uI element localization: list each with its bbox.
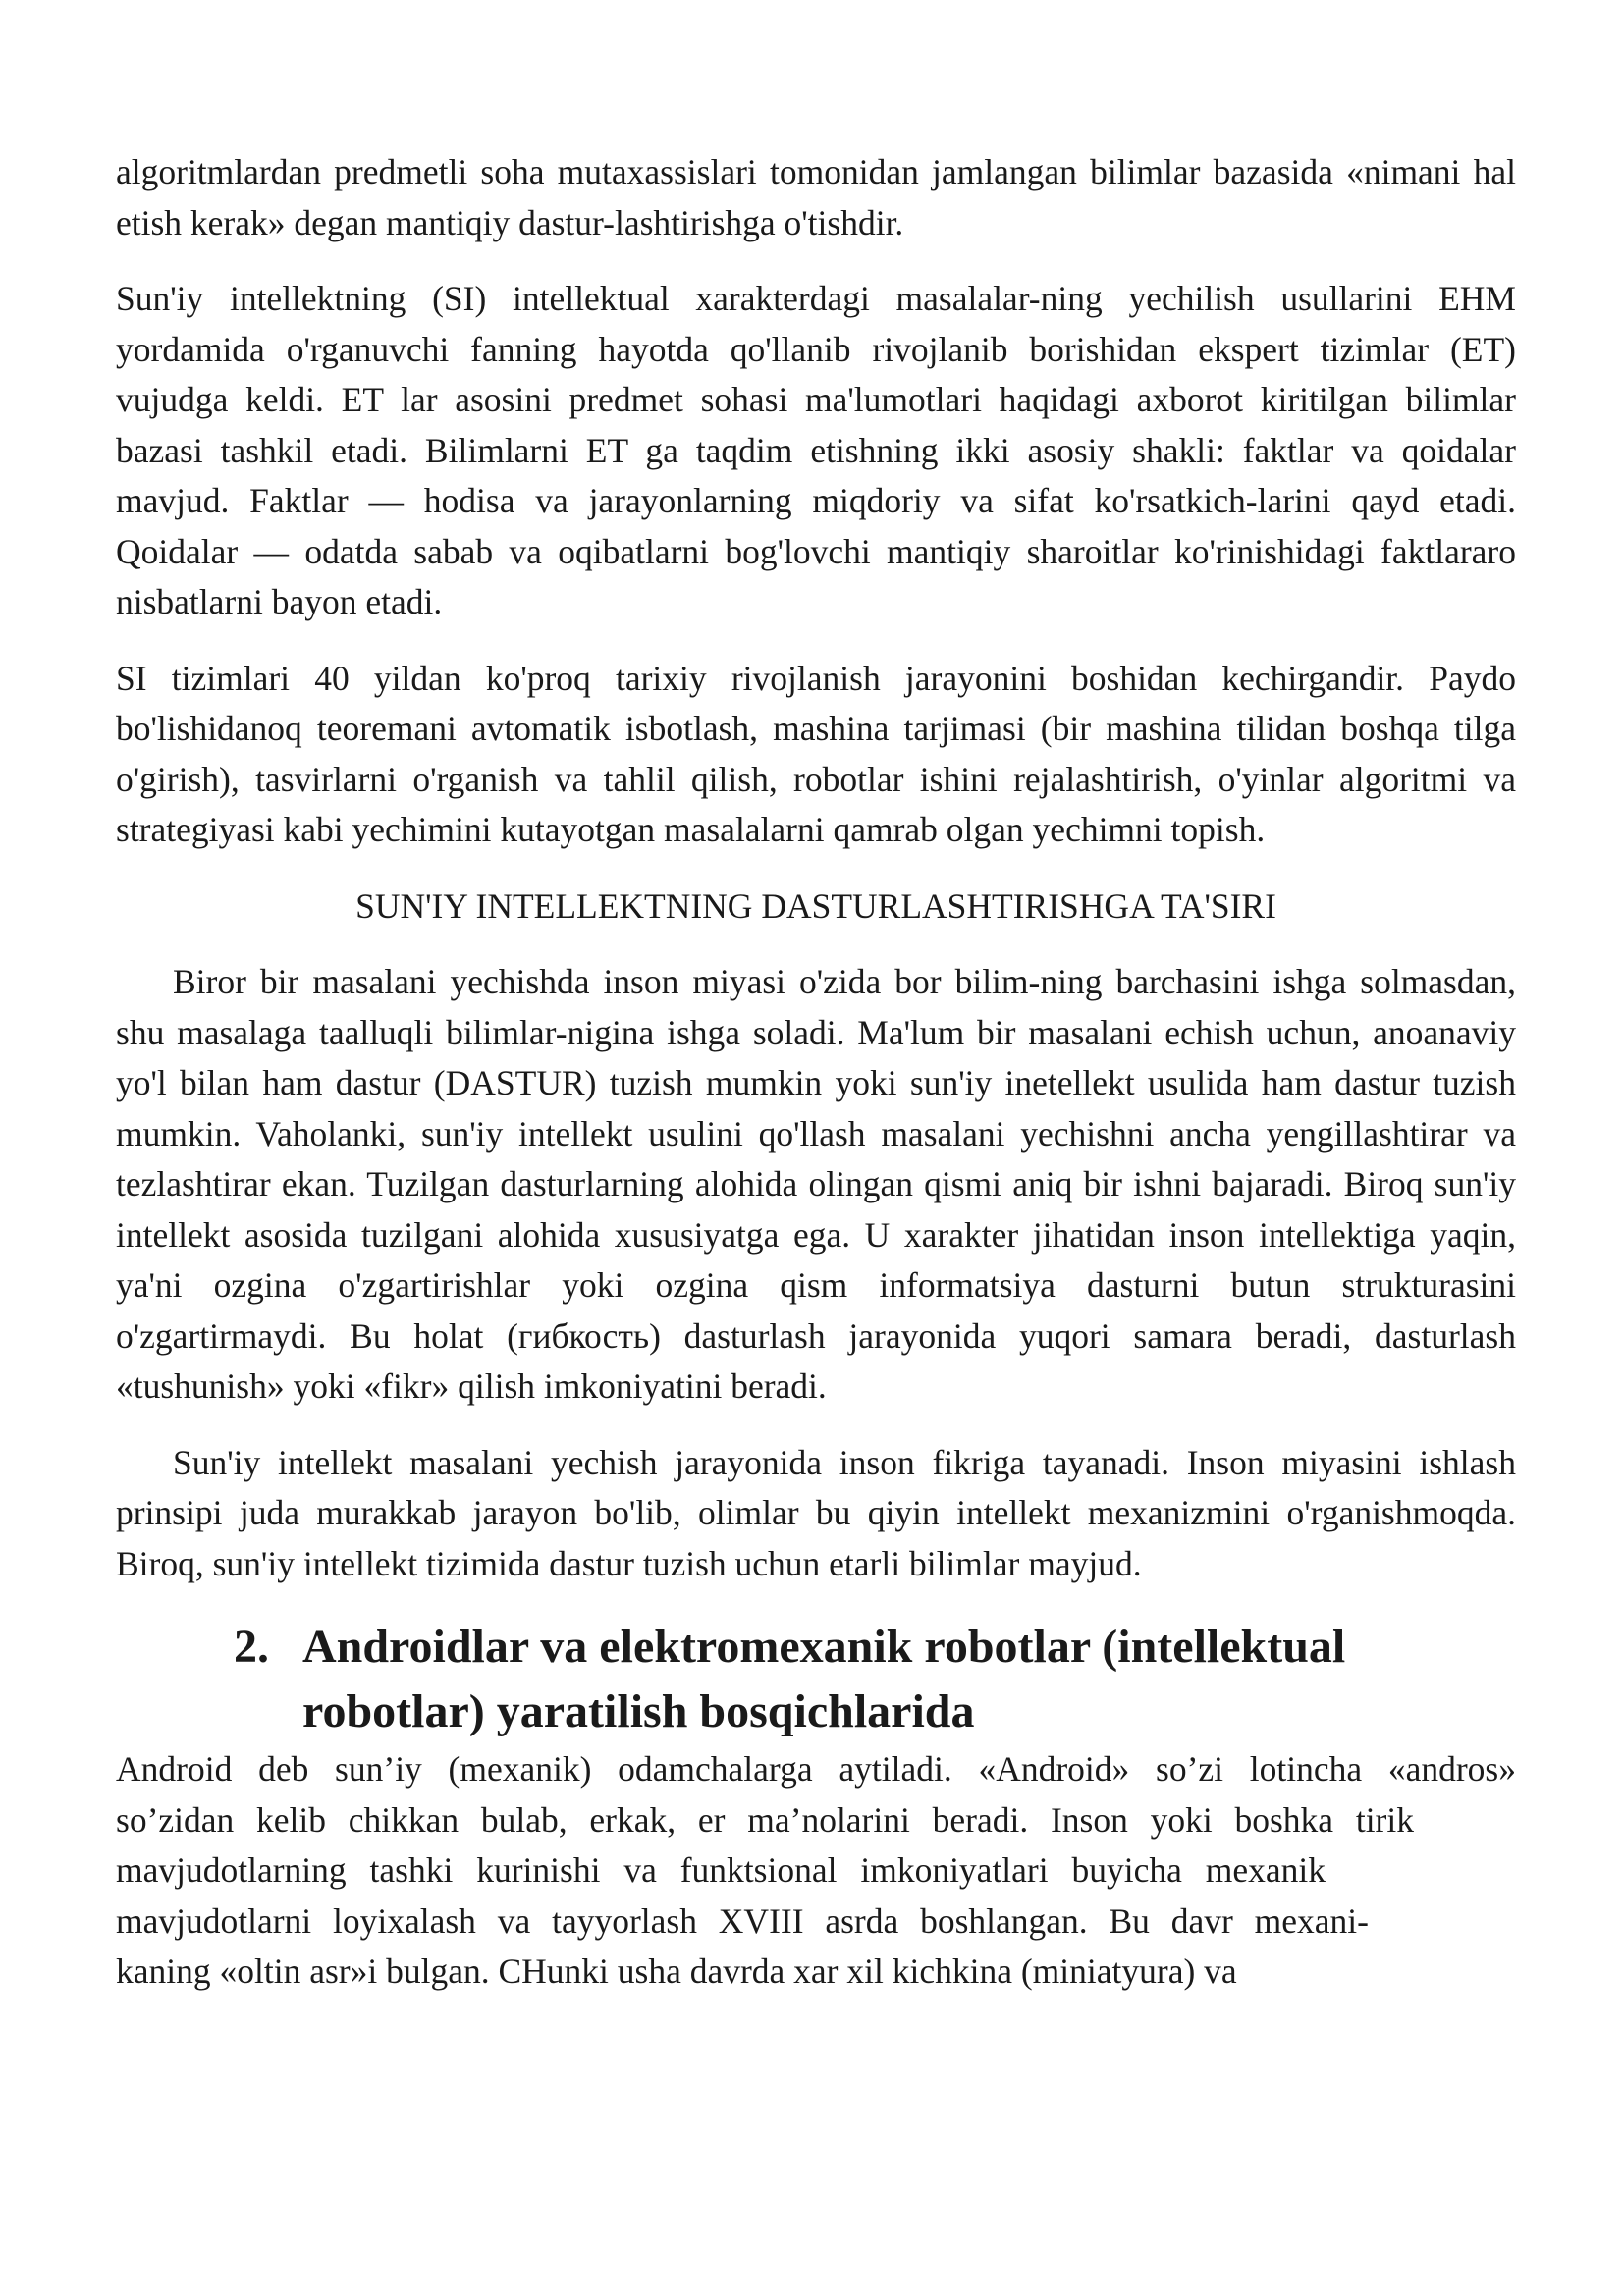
- text-line: mavjudotlarni loyixalash va tayyorlash XVIII asrda boshlangan. Bu davr mexani-: [116, 1900, 1369, 1941]
- text-line: so’zidan kelib chikkan bulab, erkak, er ma’nolarini beradi. Inson yoki boshka tirik: [116, 1799, 1414, 1840]
- text-line: mavjudotlarning tashki kurinishi va funktsional imkoniyatlari buyicha mexanik: [116, 1850, 1326, 1890]
- text-line: kaning «oltin asr»i bulgan. CHunki usha davrda xar xil kichkina (miniatyura) va: [116, 1951, 1237, 1991]
- chapter-heading: [116, 1615, 1516, 1744]
- page-content: [116, 147, 1516, 1998]
- paragraph-ai-human-thinking: Sun'iy intellekt masalani yechish jarayonida inson fikriga tayanadi. Inson miyasini ishlash prinsipi juda murakkab jarayon bo'lib, olimlar bu qiyin intellekt mexanizmini o'rganishmoqda. Biroq, sun'iy intellekt tizimida dastur tuzish uchun etarli bilimlar mayjud.: [116, 1442, 1516, 1583]
- paragraph-android-definition: [116, 1744, 1516, 1998]
- paragraph-expert-systems: Sun'iy intellektning (SI) intellektual xarakterdagi masalalar-ning yechilish usullarini EHM yordamida o'rganuvchi fanning hayotda qo'llanib rivojlanib borishidan ekspert tizimlar (ET) vujudga keldi. ET lar asosini predmet sohasi ma'lumotlari haqidagi axborot kiritilgan bilimlar bazasi tashkil etadi. Bilimlarni ET ga taqdim etishning ikki asosiy shakli: faktlar va qoidalar mavjud. Faktlar — hodisa va jarayonlarning miqdoriy va sifat ko'rsatkich-larini qayd etadi. Qoidalar — odatda sabab va oqibatlarni bog'lovchi mantiqiy sharoitlar ko'rinishidagi faktlararo nisbatlarni bayon etadi.: [116, 279, 1516, 621]
- chapter-number: 2.: [234, 1621, 269, 1673]
- section-heading: SUN'IY INTELLEKTNING DASTURLASHTIRISHGA TA'SIRI: [355, 885, 1276, 926]
- paragraph-ai-history: SI tizimlari 40 yildan ko'proq tarixiy rivojlanish jarayonini boshidan kechirgandir. Paydo bo'lishidanoq teoremani avtomatik isbotlash, mashina tarjimasi (bir mashina tilidan boshqa tilga o'girish), tasvirlarni o'rganish va tahlil qilish, robotlar ishini rejalashtirish, o'yinlar algoritmi va strategiyasi kabi yechimini kutayotgan masalalarni qamrab olgan yechimni topish.: [116, 658, 1516, 849]
- paragraph-ai-programming: Biror bir masalani yechishda inson miyasi o'zida bor bilim-ning barchasini ishga solmasdan, shu masalaga taalluqli bilimlar-nigina ishga soladi. Ma'lum bir masalani echish uchun, anoanaviy yo'l bilan ham dastur (DASTUR) tuzish mumkin yoki sun'iy inetellekt usulida ham dastur tuzish mumkin. Vaholanki, sun'iy intellekt usulini qo'llash masalani yechishni ancha yengillashtirar va tezlashtirar ekan. Tuzilgan dasturlarning alohida olingan qismi aniq bir ishni bajaradi. Biroq sun'iy intellekt asosida tuzilgani alohida xususiyatga ega. U xarakter jihatidan inson intellektiga yaqin, ya'ni ozgina o'zgartirishlar yoki ozgina qism informatsiya dasturni butun strukturasini o'zgartirmaydi. Bu holat (гибкость) dasturlash jarayonida yuqori samara beradi, dasturlash «tushunish» yoki «fikr» qilish imkoniyatini beradi.: [116, 962, 1516, 1406]
- chapter-title: Androidlar va elektromexanik robotlar (intellektual robotlar) yaratilish bosqichlarida: [302, 1621, 1346, 1737]
- text-line: Android deb sun’iy (mexanik) odamchalarga aytiladi. «Android» so’zi lotincha «andros»: [116, 1749, 1516, 1789]
- paragraph-intro-continuation: algoritmlardan predmetli soha mutaxassislari tomonidan jamlangan bilimlar bazasida «nimani hal etish kerak» degan mantiqiy dastur-lashtirishga o'tishdir.: [116, 152, 1516, 242]
